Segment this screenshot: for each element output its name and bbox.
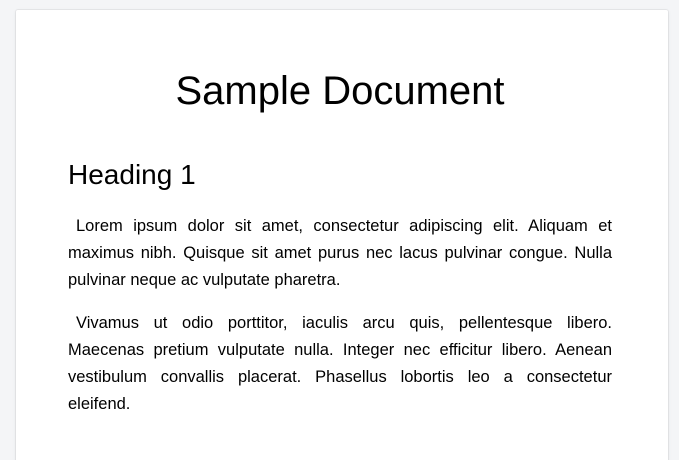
paragraph-2: Vivamus ut odio porttitor, iaculis arcu quis, pellentesque libero. Maecenas pretium vulputate nulla. Integer nec efficitur libero. Aenean vestibulum convallis placerat. Phasellus lobortis leo a consectetur eleifend. bbox=[68, 314, 612, 414]
paragraph-1: Lorem ipsum dolor sit amet, consectetur adipiscing elit. Aliquam et maximus nibh. Quisque sit amet purus nec lacus pulvinar congue. Nulla pulvinar neque ac vulputate pharetra. bbox=[68, 217, 612, 290]
document-page bbox=[16, 10, 668, 460]
section-heading: Heading 1 bbox=[68, 159, 196, 190]
document-title: Sample Document bbox=[175, 69, 505, 113]
